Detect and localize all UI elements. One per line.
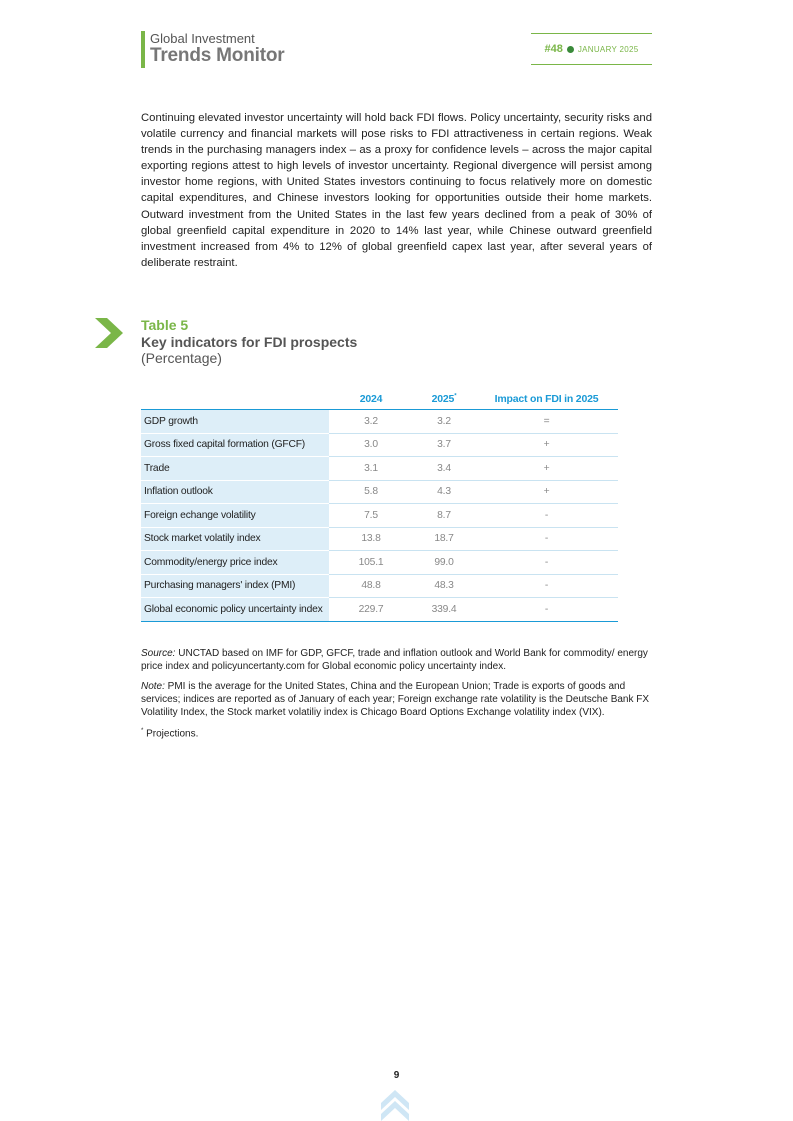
indicator-cell: Trade bbox=[141, 457, 329, 481]
impact-cell: + bbox=[475, 480, 618, 504]
table-row bbox=[141, 504, 618, 528]
indicator-cell: Purchasing managers' index (PMI) bbox=[141, 574, 329, 598]
column-header-impact-label: Impact on FDI in 2025 bbox=[494, 393, 599, 405]
impact-cell: - bbox=[475, 551, 618, 575]
footnote-text: Projections. bbox=[143, 728, 199, 740]
value-2024-cell: 3.2 bbox=[329, 410, 413, 434]
column-header-2024-label: 2024 bbox=[359, 393, 383, 405]
table-row bbox=[141, 410, 618, 434]
value-2025-cell: 4.3 bbox=[413, 480, 475, 504]
value-2024-cell: 3.0 bbox=[329, 433, 413, 457]
brand-accent-bar bbox=[141, 31, 145, 68]
chevron-up-icon[interactable] bbox=[381, 1090, 409, 1121]
table-row bbox=[141, 433, 618, 457]
impact-cell: - bbox=[475, 504, 618, 528]
value-2024-cell: 7.5 bbox=[329, 504, 413, 528]
brand-subtitle: Global Investment bbox=[150, 31, 255, 46]
value-2024-cell: 229.7 bbox=[329, 598, 413, 622]
footnote bbox=[141, 725, 652, 740]
value-2024-cell: 5.8 bbox=[329, 480, 413, 504]
table-row bbox=[141, 457, 618, 481]
column-header-2025-label: 2025 bbox=[431, 393, 455, 405]
value-2024-cell: 13.8 bbox=[329, 527, 413, 551]
value-2024-cell: 48.8 bbox=[329, 574, 413, 598]
source-note bbox=[141, 647, 652, 673]
explanatory-note bbox=[141, 680, 652, 719]
indicator-cell: Gross fixed capital formation (GFCF) bbox=[141, 433, 329, 457]
fdi-indicators-table bbox=[141, 389, 618, 622]
value-2025-cell: 99.0 bbox=[413, 551, 475, 575]
table-row bbox=[141, 598, 618, 622]
issue-number: #48 bbox=[544, 43, 563, 55]
indicator-cell: Stock market volatily index bbox=[141, 527, 329, 551]
value-2025-cell: 3.7 bbox=[413, 433, 475, 457]
table-header-row bbox=[141, 389, 618, 410]
value-2025-cell: 3.2 bbox=[413, 410, 475, 434]
table-row bbox=[141, 551, 618, 575]
impact-cell: + bbox=[475, 457, 618, 481]
note-text: PMI is the average for the United States, China and the European Union; Trade is exports of goods and services; indices are reported as of January of each year; Foreign exchange rate volatility is the Deutsche Bank FX Volatility Index, the Stock market volatiliy index is Chicago Board Options Exchange volatility index (VIX). bbox=[141, 681, 650, 718]
indicator-cell: Global economic policy uncertainty index bbox=[141, 598, 329, 622]
indicator-cell: Foreign echange volatility bbox=[141, 504, 329, 528]
impact-cell: + bbox=[475, 433, 618, 457]
impact-cell: - bbox=[475, 527, 618, 551]
body-paragraph: Continuing elevated investor uncertainty will hold back FDI flows. Policy uncertainty, security risks and volatile currency and financial markets will pose risks to FDI attractiveness in certain regions. Weak trends in the purchasing managers index – as a proxy for confidence levels – across the major capital exporting regions attest to high levels of investor uncertainty. Regional divergence will persist among investor home regions, with United States investors continuing to focus relatively more on domestic capital expenditures, and Chinese investors looking for opportunities outside their home markets. Outward investment from the United States in the last few years declined from a peak of 30% of global greenfield capital expenditure in 2020 to 14% last year, while Chinese outward greenfield investment increased from 4% to 12% of global greenfield capex last year, after several years of deliberate restraint. bbox=[141, 112, 652, 269]
note-label: Note: bbox=[141, 681, 165, 692]
value-2025-cell: 8.7 bbox=[413, 504, 475, 528]
issue-badge bbox=[531, 33, 652, 65]
indicator-cell: Inflation outlook bbox=[141, 480, 329, 504]
indicator-cell: Commodity/energy price index bbox=[141, 551, 329, 575]
projection-mark: * bbox=[454, 393, 457, 400]
impact-cell: - bbox=[475, 598, 618, 622]
value-2025-cell: 3.4 bbox=[413, 457, 475, 481]
column-header-impact bbox=[475, 389, 618, 410]
column-header-indicator bbox=[141, 389, 329, 410]
page-number: 9 bbox=[393, 1070, 400, 1081]
table-row bbox=[141, 480, 618, 504]
column-header-2025 bbox=[413, 389, 475, 410]
column-header-2024 bbox=[329, 389, 413, 410]
table-unit: (Percentage) bbox=[141, 350, 222, 366]
dot-icon bbox=[567, 46, 574, 53]
table-row bbox=[141, 574, 618, 598]
issue-date: JANUARY 2025 bbox=[577, 44, 639, 54]
value-2025-cell: 339.4 bbox=[413, 598, 475, 622]
table-label: Table 5 bbox=[141, 317, 189, 333]
value-2024-cell: 3.1 bbox=[329, 457, 413, 481]
value-2025-cell: 48.3 bbox=[413, 574, 475, 598]
table-row bbox=[141, 527, 618, 551]
source-label: Source: bbox=[141, 648, 176, 659]
brand-title: Trends Monitor bbox=[150, 45, 285, 66]
footnote-mark: * bbox=[141, 728, 144, 734]
impact-cell: = bbox=[475, 410, 618, 434]
table-title: Key indicators for FDI prospects bbox=[141, 334, 358, 350]
source-text: UNCTAD based on IMF for GDP, GFCF, trade and inflation outlook and World Bank for commodity/ energy price index and policyuncertanty.com for Global economic policy uncertainty index. bbox=[141, 648, 648, 672]
value-2024-cell: 105.1 bbox=[329, 551, 413, 575]
impact-cell: - bbox=[475, 574, 618, 598]
value-2025-cell: 18.7 bbox=[413, 527, 475, 551]
indicator-cell: GDP growth bbox=[141, 410, 329, 434]
chevron-right-icon bbox=[95, 318, 123, 348]
